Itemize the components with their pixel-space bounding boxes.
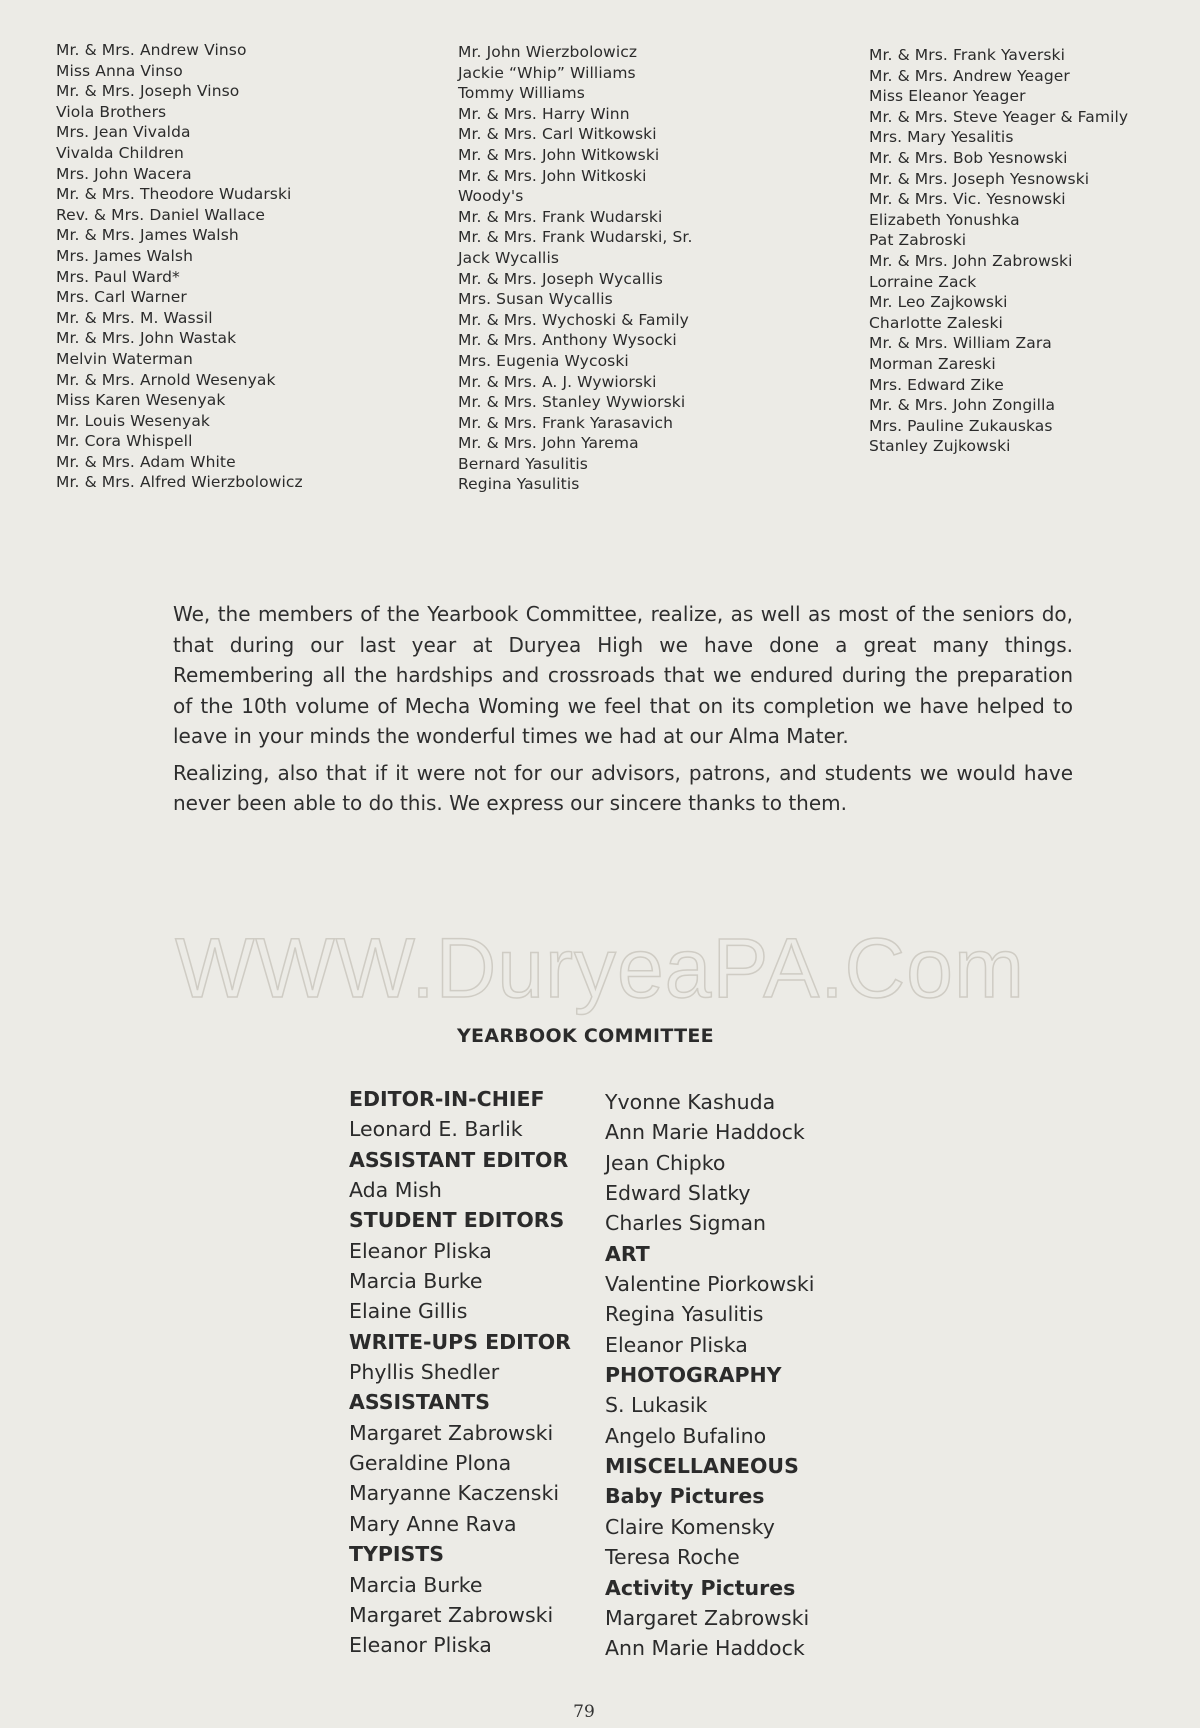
committee-role-heading: WRITE-UPS EDITOR [349,1329,571,1354]
page-number: 79 [573,1702,595,1722]
patron-name: Mr. & Mrs. Stanley Wywiorski [458,393,686,412]
patron-name: Mr. & Mrs. Adam White [56,452,236,471]
patron-name: Melvin Waterman [56,349,193,368]
committee-role-heading: STUDENT EDITORS [349,1208,565,1233]
patron-name: Mr. & Mrs. Anthony Wysocki [458,331,677,350]
patron-name: Woody's [458,187,524,206]
patron-name: Mr. John Wierzbolowicz [458,43,638,61]
patron-list-column-2 [458,42,693,495]
message-paragraph-1: We, the members of the Yearbook Committee, realize, as well as most of the seniors do, that during our last year at Duryea High we have done a great many things. Remembering all the hardships and crossroads that we endured during the preparation of the 10th volume of Mecha Woming we feel that on its completion we have helped to leave in your minds the wonderful times we had at our Alma Mater. [173,602,1073,748]
patron-name: Mrs. Eugenia Wycoski [458,351,629,370]
patron-name: Mr. Leo Zajkowski [869,293,1008,312]
committee-member-name: Margaret Zabrowski [349,1602,554,1627]
patron-name: Pat Zabroski [869,231,967,250]
committee-member-name: Jean Chipko [605,1150,726,1175]
patron-list-column-1 [56,40,303,493]
committee-member-name: Margaret Zabrowski [349,1420,554,1445]
patron-name: Regina Yasulitis [458,475,580,494]
patron-list-column-3 [869,45,1128,457]
committee-role-heading: ASSISTANTS [349,1390,491,1415]
patron-name: Jack Wycallis [458,248,560,267]
patron-name: Mr. & Mrs. Frank Wudarski [458,207,663,226]
patron-name: Mr. & Mrs. William Zara [869,334,1052,353]
committee-member-name: Mary Anne Rava [349,1511,517,1536]
committee-member-name: S. Lukasik [605,1393,708,1418]
committee-role-heading: ASSISTANT EDITOR [349,1147,569,1172]
patron-name: Mr. & Mrs. Frank Wudarski, Sr. [458,228,693,247]
patron-name: Rev. & Mrs. Daniel Wallace [56,205,266,224]
patron-name: Vivalda Children [56,143,184,162]
patron-name: Mr. & Mrs. John Wastak [56,329,237,348]
committee-member-name: Angelo Bufalino [605,1423,767,1448]
patron-name: Mrs. Carl Warner [56,288,187,307]
patron-name: Mr. & Mrs. Andrew Yeager [869,66,1070,85]
patron-name: Mr. & Mrs. Wychoski & Family [458,310,689,329]
committee-member-name: Teresa Roche [605,1545,740,1570]
patron-name: Lorraine Zack [869,272,977,291]
patron-name: Jackie “Whip” Williams [458,63,636,82]
patron-name: Mr. & Mrs. Bob Yesnowski [869,148,1068,167]
patron-name: Mr. & Mrs. M. Wassil [56,308,213,327]
patron-name: Mr. & Mrs. A. J. Wywiorski [458,372,657,391]
patron-name: Mr. & Mrs. John Yarema [458,434,639,453]
committee-column-left [349,1084,571,1661]
patron-name: Mr. & Mrs. John Witkoski [458,166,647,185]
committee-role-heading: MISCELLANEOUS [605,1454,799,1479]
committee-member-name: Geraldine Plona [349,1451,512,1476]
patron-name: Mr. & Mrs. John Zabrowski [869,251,1073,270]
patron-name: Mr. Cora Whispell [56,432,193,451]
committee-member-name: Claire Komensky [605,1514,775,1539]
patron-name: Mrs. Paul Ward* [56,267,180,286]
patron-name: Mr. & Mrs. Theodore Wudarski [56,185,292,204]
committee-column-right [605,1087,814,1664]
committee-role-heading: Baby Pictures [605,1484,765,1509]
patron-name: Mr. & Mrs. Vic. Yesnowski [869,190,1066,209]
committee-member-name: Eleanor Pliska [605,1332,748,1357]
patron-name: Mr. & Mrs. Joseph Vinso [56,82,240,101]
patron-name: Tommy Williams [458,84,585,103]
patron-name: Mr. & Mrs. Frank Yarasavich [458,413,674,432]
patron-name: Mrs. Edward Zike [869,375,1004,394]
committee-member-name: Ann Marie Haddock [605,1120,805,1145]
patron-name: Mrs. Pauline Zukauskas [869,416,1053,435]
patron-name: Mrs. Mary Yesalitis [869,128,1014,147]
committee-message [173,599,1073,825]
patron-name: Mr. Louis Wesenyak [56,411,210,430]
patron-name: Mrs. James Walsh [56,246,194,265]
committee-member-name: Phyllis Shedler [349,1360,500,1385]
committee-role-heading: ART [605,1241,650,1266]
committee-member-name: Ann Marie Haddock [605,1636,805,1661]
patron-name: Mr. & Mrs. James Walsh [56,226,239,245]
patron-name: Mr. & Mrs. Andrew Vinso [56,41,247,59]
patron-name: Mr. & Mrs. Harry Winn [458,104,630,123]
committee-member-name: Edward Slatky [605,1181,751,1206]
committee-member-name: Eleanor Pliska [349,1238,492,1263]
patron-name: Stanley Zujkowski [869,437,1011,456]
committee-member-name: Marcia Burke [349,1269,483,1294]
patron-name: Mr. & Mrs. Steve Yeager & Family [869,107,1129,126]
patron-name: Morman Zareski [869,354,996,373]
patron-name: Miss Anna Vinso [56,61,183,80]
message-paragraph-2: Realizing, also that if it were not for our advisors, patrons, and students we would have never been able to do this. We express our sincere thanks to them. [173,760,1073,815]
committee-member-name: Marcia Burke [349,1572,483,1597]
committee-role-heading: EDITOR-IN-CHIEF [349,1087,545,1111]
committee-member-name: Regina Yasulitis [605,1302,764,1327]
patron-name: Mr. & Mrs. Joseph Wycallis [458,269,663,288]
committee-member-name: Maryanne Kaczenski [349,1481,560,1506]
patron-name: Mr. & Mrs. Arnold Wesenyak [56,370,276,389]
patron-name: Mr. & Mrs. Frank Yaverski [869,46,1066,64]
committee-role-heading: PHOTOGRAPHY [605,1363,782,1388]
patron-name: Mr. & Mrs. Alfred Wierzbolowicz [56,473,303,492]
committee-member-name: Yvonne Kashuda [605,1090,776,1114]
committee-title: YEARBOOK COMMITTEE [457,1025,714,1047]
site-watermark: WWW.DuryeaPA.Com [175,921,1025,1015]
committee-member-name: Charles Sigman [605,1211,767,1236]
patron-name: Bernard Yasulitis [458,454,588,473]
patron-name: Viola Brothers [56,102,167,121]
patron-name: Mr. & Mrs. John Witkowski [458,145,660,164]
committee-member-name: Ada Mish [349,1178,442,1203]
patron-name: Elizabeth Yonushka [869,210,1020,229]
patron-name: Mrs. Susan Wycallis [458,290,613,309]
patron-name: Mr. & Mrs. Carl Witkowski [458,125,657,144]
patron-name: Mrs. John Wacera [56,164,192,183]
patron-name: Mrs. Jean Vivalda [56,123,191,142]
committee-role-heading: Activity Pictures [605,1575,796,1600]
committee-member-name: Leonard E. Barlik [349,1117,523,1142]
committee-member-name: Valentine Piorkowski [605,1272,815,1297]
committee-member-name: Elaine Gillis [349,1299,468,1324]
committee-role-heading: TYPISTS [349,1542,444,1567]
patron-name: Mr. & Mrs. Joseph Yesnowski [869,169,1090,188]
patron-name: Miss Karen Wesenyak [56,391,226,410]
patron-name: Miss Eleanor Yeager [869,87,1026,106]
committee-member-name: Eleanor Pliska [349,1633,492,1658]
committee-member-name: Margaret Zabrowski [605,1605,810,1630]
patron-name: Mr. & Mrs. John Zongilla [869,396,1056,415]
patron-name: Charlotte Zaleski [869,313,1003,332]
